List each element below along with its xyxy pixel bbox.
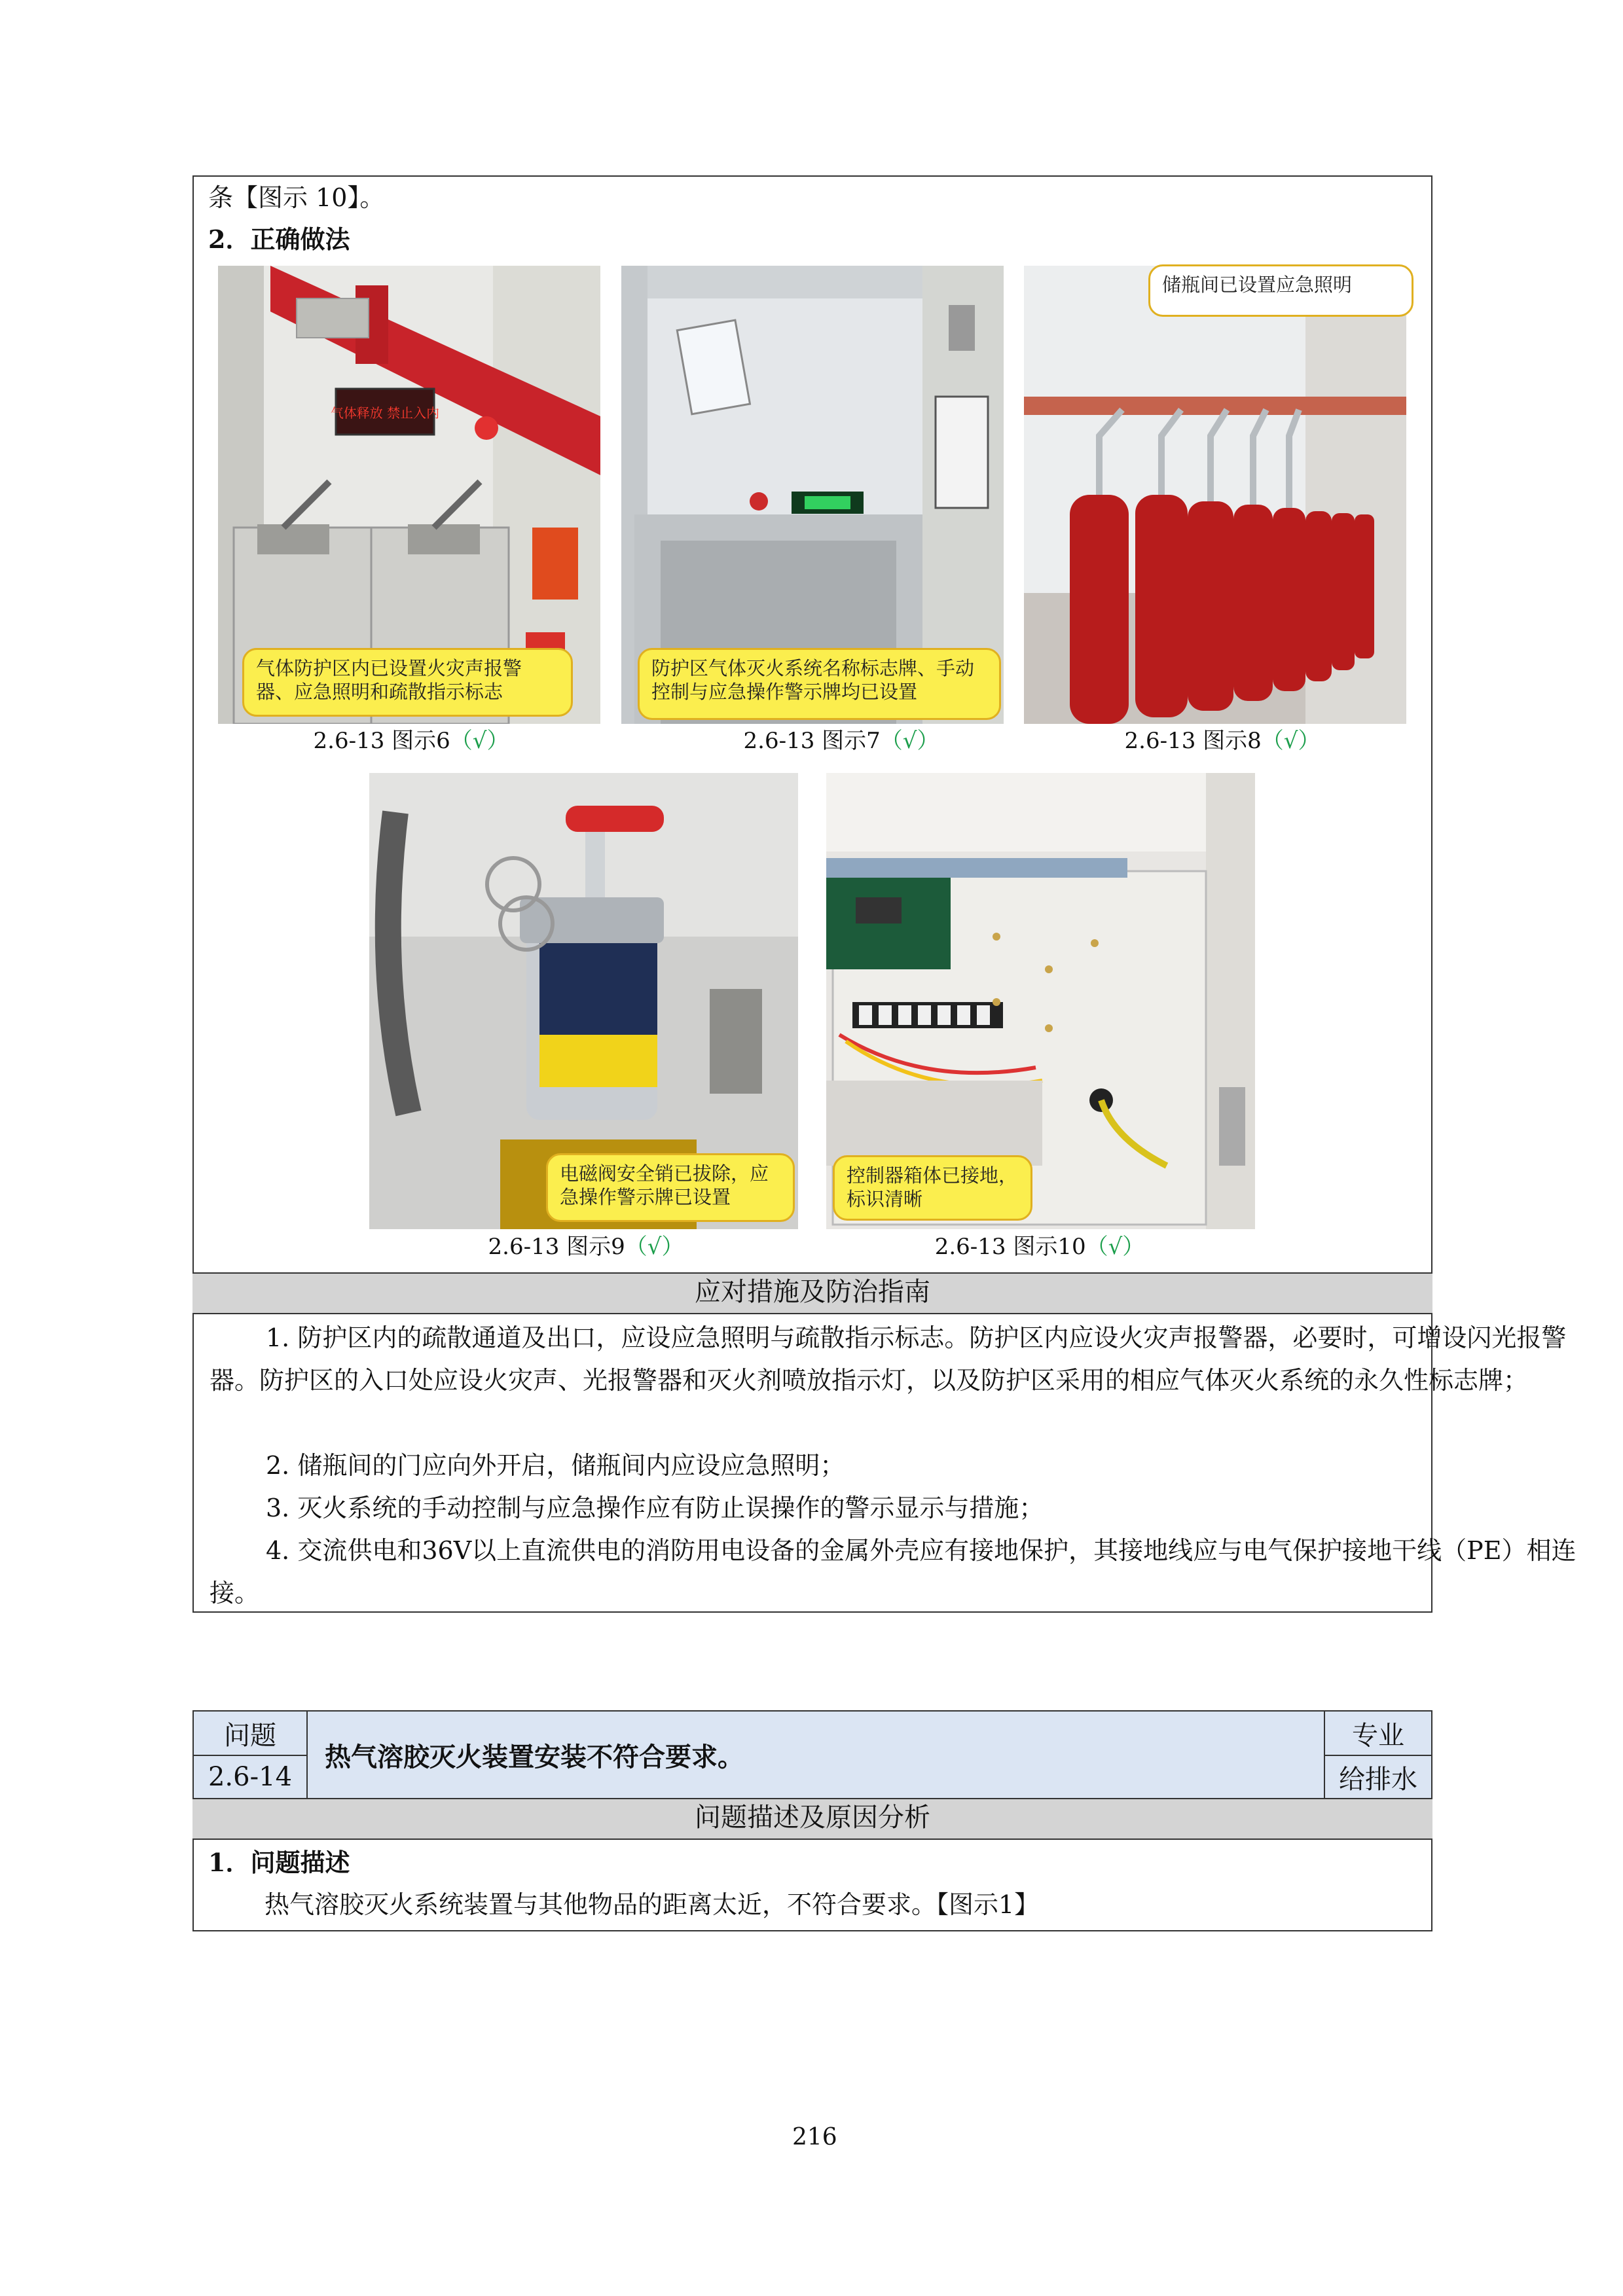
guide-item-num: 4.: [266, 1536, 290, 1565]
major-label-cell: 专业: [1324, 1710, 1432, 1756]
callout-fig7: 防护区气体灭火系统名称标志牌、手动控制与应急操作警示牌均已设置: [638, 648, 1001, 720]
caption-fig8: [1095, 728, 1350, 754]
photo-fig8: [1024, 266, 1406, 724]
check-mark-icon: （√）: [1085, 1234, 1145, 1260]
page-number: 216: [792, 2124, 837, 2151]
continuation-text: 条【图示 10】。: [208, 183, 385, 212]
issue-code-cell: 2.6-14: [192, 1755, 308, 1799]
caption-fig8-main: 2.6-13 图示8: [1124, 728, 1262, 754]
check-mark-icon: （√）: [1261, 728, 1321, 754]
callout-fig10: 控制器箱体已接地，标识清晰: [833, 1155, 1032, 1221]
caption-fig9: [458, 1234, 714, 1260]
guide-item-num: 3.: [266, 1494, 290, 1522]
guide-item-1: [210, 1317, 1597, 1402]
issue-title: 热气溶胶灭火装置安装不符合要求。: [325, 1741, 744, 1772]
caption-fig10-main: 2.6-13 图示10: [934, 1234, 1086, 1260]
caption-fig7: [714, 728, 969, 754]
caption-fig6-main: 2.6-13 图示6: [313, 728, 450, 754]
issue-label-cell: 问题: [192, 1710, 308, 1756]
correct-practice-heading: 2．正确做法: [208, 224, 350, 254]
fig6-sign-text: 气体释放 禁止入内: [330, 405, 440, 421]
guide-item-4: [210, 1530, 1597, 1615]
analysis-heading: 问题描述及原因分析: [192, 1798, 1432, 1840]
guide-item-num: 1.: [266, 1323, 290, 1352]
problem-desc-heading: 1．问题描述: [208, 1848, 350, 1877]
check-mark-icon: （√）: [450, 728, 509, 754]
guide-item-text: 储瓶间的门应向外开启，储瓶间内应设应急照明；: [297, 1451, 845, 1480]
callout-fig9: 电磁阀安全销已拔除，应急操作警示牌已设置: [546, 1153, 795, 1222]
check-mark-icon: （√）: [880, 728, 939, 754]
callout-fig8: 储瓶间已设置应急照明: [1148, 264, 1413, 317]
major-value-cell: 给排水: [1324, 1755, 1432, 1799]
guide-item-3: [210, 1487, 1597, 1530]
caption-fig9-main: 2.6-13 图示9: [488, 1234, 625, 1260]
guide-item-2: [210, 1444, 1597, 1487]
guide-item-text: 灭火系统的手动控制与应急操作应有防止误操作的警示显示与措施；: [297, 1494, 1044, 1522]
caption-fig7-main: 2.6-13 图示7: [743, 728, 881, 754]
caption-fig6: [283, 728, 539, 754]
guide-item-num: 2.: [266, 1451, 290, 1480]
problem-desc-text: 热气溶胶灭火系统装置与其他物品的距离太近，不符合要求。【图示1】: [264, 1890, 1040, 1919]
issue-title-cell: [306, 1710, 1325, 1799]
callout-fig6: 气体防护区内已设置火灾声报警器、应急照明和疏散指示标志: [242, 648, 573, 717]
guide-item-text: 防护区内的疏散通道及出口，应设应急照明与疏散指示标志。防护区内应设火灾声报警器，必要时，可增设闪光报警器。防护区的入口处应设火灾声、光报警器和灭火剂喷放指示灯，以及防护区采用的相应气体灭火系统的永久性标志牌；: [210, 1323, 1567, 1395]
guide-item-text: 交流供电和36V以上直流供电的消防用电设备的金属外壳应有接地保护，其接地线应与电气保护接地干线（PE）相连接。: [210, 1536, 1577, 1607]
guide-heading: 应对措施及防治指南: [192, 1272, 1432, 1314]
caption-fig10: [902, 1234, 1177, 1260]
check-mark-icon: （√）: [625, 1234, 684, 1260]
